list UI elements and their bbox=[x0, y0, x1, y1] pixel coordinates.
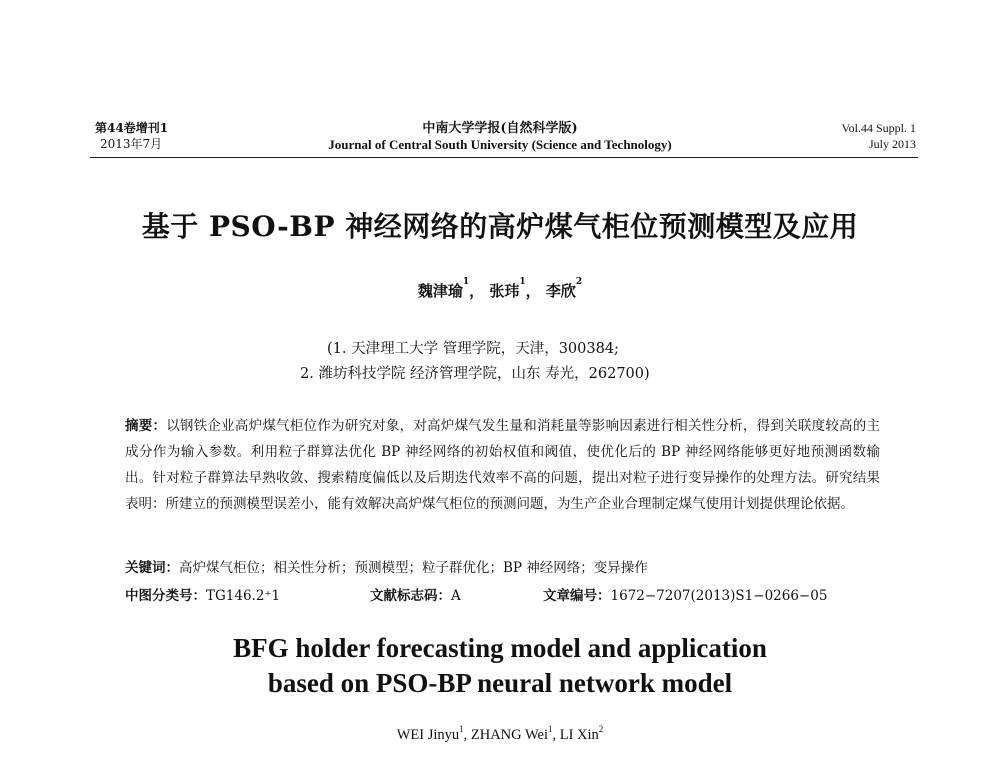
author-affiliation-mark: 2 bbox=[575, 277, 583, 287]
author-name-en: ZHANG Wei bbox=[470, 727, 548, 743]
keywords bbox=[125, 556, 648, 576]
clc-number bbox=[125, 584, 280, 604]
author-affiliation-mark: 1 bbox=[459, 724, 464, 734]
affiliation-1: (1. 天津理工大学 管理学院，天津，300384; bbox=[327, 341, 619, 357]
author-name-en: LI Xin bbox=[559, 727, 599, 743]
authors-cn: 魏津瑜$^1$， 张玮$^1$， 李欣$^2$ bbox=[417, 277, 583, 300]
article-label: 文章编号： bbox=[543, 588, 611, 604]
keywords-label: 关键词： bbox=[125, 560, 179, 576]
clc-value: TG146.2⁺1 bbox=[206, 588, 281, 604]
author-name-en: WEI Jinyu bbox=[396, 727, 460, 743]
date-cn: 2013年7月 bbox=[100, 137, 163, 151]
journal-title-cn: 中南大学学报(自然科学版) bbox=[422, 121, 578, 136]
paper-title-en-line2: based on PSO-BP neural network model bbox=[267, 668, 733, 698]
paper-title-cn: 基于 PSO-BP 神经网络的高炉煤气柜位预测模型及应用 bbox=[141, 210, 859, 243]
authors-en: WEI Jinyu$^1$, ZHANG Wei$^1$, LI Xin$^2$ bbox=[396, 724, 604, 743]
document-code bbox=[370, 584, 461, 604]
date-en: July 2013 bbox=[868, 137, 916, 151]
doc-value: A bbox=[451, 588, 461, 604]
affiliation-2: 2. 潍坊科技学院 经济管理学院，山东 寿光，262700) bbox=[300, 366, 650, 382]
abstract-text: 以钢铁企业高炉煤气柜位作为研究对象，对高炉煤气发生量和消耗量等影响因素进行相关性分析，得到关联度较高的主成分作为输入参数。利用粒子群算法优化 BP 神经网络的初始权值和阈值，使优化后的 BP 神经网络能够更好地预测函数输出。针对粒子群算法早熟收敛、搜索精度偏低以及后期迭代效率不高的问题，提出对粒子进行变异操作的处理方法。研究结果表明：所建立的预测模型误差小，能有效解决高炉煤气柜位的预测问题，为生产企业合理制定煤气使用计划提供理论依据。 bbox=[125, 418, 881, 512]
paper-title-en-line1: BFG holder forecasting model and application bbox=[233, 633, 767, 663]
doc-label: 文献标志码： bbox=[370, 588, 451, 604]
volume-issue-cn: 第44卷增刊1 bbox=[95, 121, 169, 135]
header-rule bbox=[90, 157, 918, 158]
author-name: 张玮 bbox=[489, 282, 520, 300]
article-number bbox=[543, 584, 827, 604]
journal-title-en: Journal of Central South University (Science and Technology) bbox=[328, 137, 672, 152]
article-value: 1672−7207(2013)S1−0266−05 bbox=[610, 588, 828, 604]
author-affiliation-mark: 1 bbox=[519, 277, 526, 287]
author-name: 李欣 bbox=[545, 282, 576, 300]
abstract bbox=[125, 413, 880, 517]
keywords-text: 高炉煤气柜位；相关性分析；预测模型；粒子群优化；BP 神经网络；变异操作 bbox=[179, 560, 648, 576]
author-name: 魏津瑜 bbox=[417, 282, 463, 300]
abstract-label: 摘要： bbox=[125, 418, 167, 434]
clc-label: 中图分类号： bbox=[125, 588, 206, 604]
volume-issue-en: Vol.44 Suppl. 1 bbox=[841, 121, 916, 135]
author-affiliation-mark: 1 bbox=[547, 724, 553, 734]
author-affiliation-mark: 2 bbox=[598, 724, 604, 734]
author-affiliation-mark: 1 bbox=[462, 277, 470, 287]
